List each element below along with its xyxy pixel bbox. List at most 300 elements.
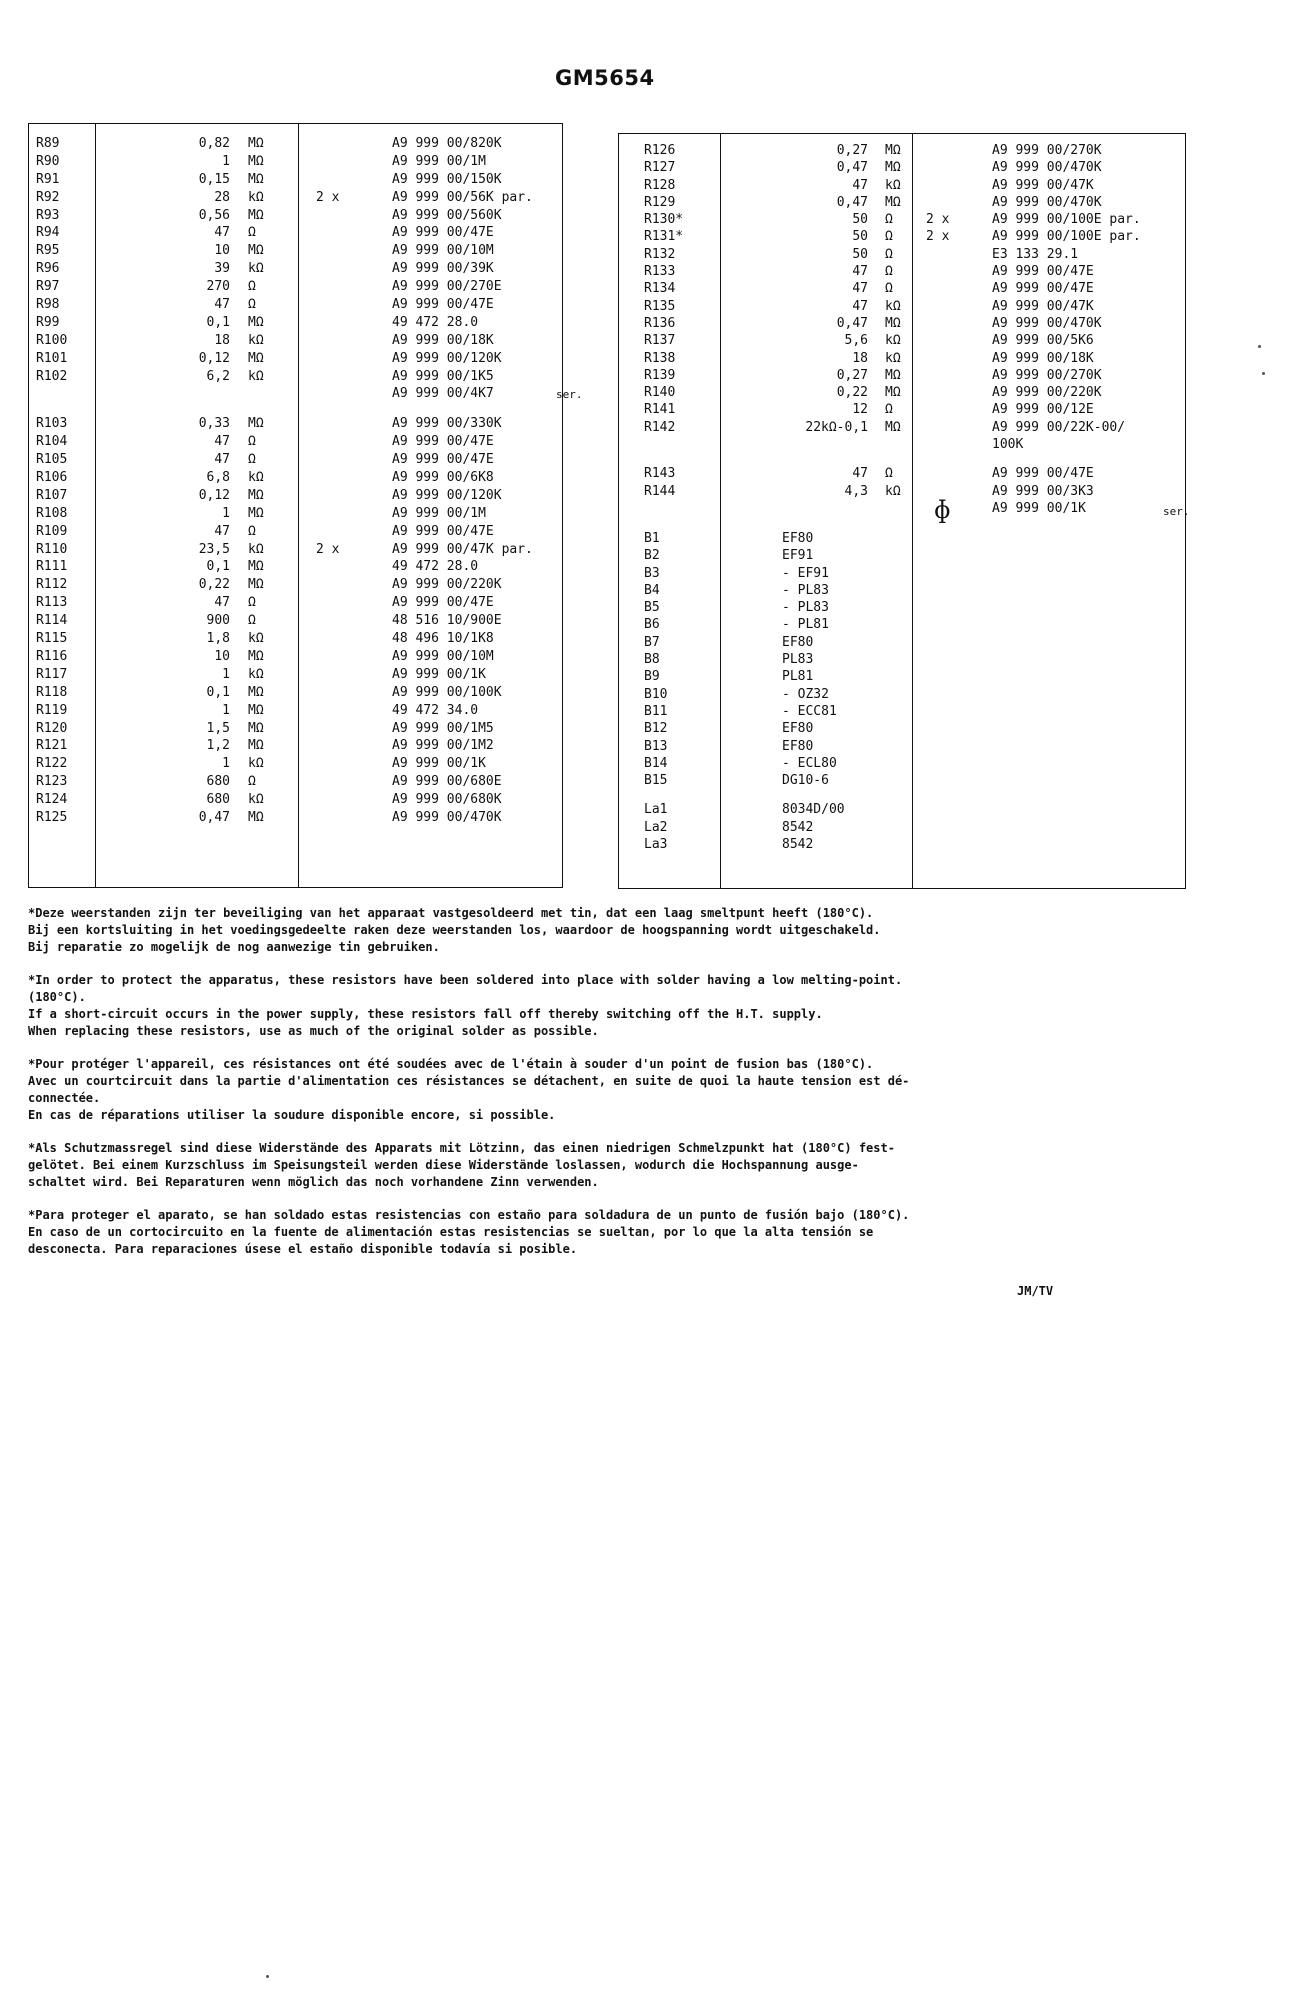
resistor-unit: Ω	[885, 281, 893, 297]
resistor-code: A9 999 00/47E	[992, 281, 1094, 297]
resistor-code: A9 999 00/10M	[392, 243, 494, 259]
resistor-multiplier	[926, 177, 949, 194]
resistor-unit: kΩ	[248, 189, 264, 205]
resistor-value: 0,22	[836, 385, 868, 401]
resistor-unit: Ω	[248, 279, 256, 295]
resistor-code: A9 999 00/6K8	[392, 470, 494, 486]
resistor-unit: Ω	[885, 246, 893, 262]
resistor-code: A9 999 00/1K5	[392, 368, 494, 384]
resistor-multiplier	[316, 720, 339, 738]
resistor-multiplier	[926, 350, 949, 367]
resistor-unit: Ω	[885, 229, 893, 245]
resistor-value: 22kΩ-0,1	[805, 419, 868, 435]
resistor-ref: R129	[644, 194, 676, 210]
resistor-code: A9 999 00/270K	[992, 367, 1102, 383]
resistor-ref: R137	[644, 333, 676, 349]
resistor-value: 900	[206, 613, 230, 629]
tube-type: - ECL80	[782, 755, 837, 771]
resistor-value: 50	[852, 246, 868, 262]
resistor-unit: Ω	[248, 225, 256, 241]
resistor-code: A9 999 00/18K	[992, 350, 1094, 366]
resistor-code: A9 999 00/680E	[392, 774, 502, 790]
tube-type-column	[782, 530, 845, 853]
tube-ref: La3	[644, 837, 668, 853]
resistor-value: 0,47	[198, 809, 230, 825]
resistor-unit: Ω	[885, 466, 893, 482]
resistor-ref: R117	[36, 666, 68, 682]
resistor-value: 47	[214, 225, 230, 241]
resistor-multiplier	[926, 159, 949, 176]
resistor-multiplier	[316, 207, 339, 225]
resistor-code: A9 999 00/470K	[992, 194, 1102, 210]
resistor-value: 47	[852, 466, 868, 482]
resistor-unit: MΩ	[248, 720, 264, 736]
tube-ref: B1	[644, 531, 660, 546]
resistor-multiplier	[316, 171, 339, 189]
resistor-multiplier	[926, 332, 949, 349]
resistor-value: 10	[214, 243, 230, 259]
tube-ref: B8	[644, 652, 660, 668]
resistor-unit: Ω	[248, 452, 256, 468]
tube-type: - EF91	[782, 565, 829, 581]
resistor-multiplier: 2 x	[316, 541, 340, 557]
resistor-code: A9 999 00/470K	[992, 315, 1102, 331]
resistor-unit: MΩ	[885, 143, 901, 158]
resistor-multiplier	[316, 332, 339, 350]
resistor-unit: MΩ	[885, 385, 901, 401]
resistor-value: 0,47	[836, 194, 868, 210]
resistor-ref: R121	[36, 738, 68, 754]
resistor-ref: R107	[36, 487, 68, 503]
tube-ref: B11	[644, 703, 668, 719]
resistor-code: A9 999 00/47K	[992, 298, 1094, 314]
resistor-code: 48 496 10/1K8	[392, 631, 494, 647]
resistor-value: 1	[222, 756, 230, 772]
note-line: (180°C).	[28, 990, 86, 1004]
resistor-ref: R144	[644, 483, 676, 499]
resistor-code: A9 999 00/47K par.	[392, 541, 533, 557]
resistor-unit: kΩ	[885, 350, 901, 366]
resistor-unit: MΩ	[248, 136, 264, 151]
resistor-unit: MΩ	[248, 487, 264, 503]
resistor-unit: kΩ	[248, 541, 264, 557]
series-note: ser.	[1163, 505, 1190, 518]
resistor-value: 680	[206, 774, 230, 790]
tube-type: EF80	[782, 738, 814, 754]
tube-ref: B2	[644, 548, 660, 564]
resistor-ref: R105	[36, 452, 68, 468]
left-unit-column	[248, 135, 264, 827]
resistor-multiplier	[316, 612, 339, 630]
resistor-value: 28	[214, 189, 230, 205]
resistor-code: A9 999 00/47E	[392, 452, 494, 468]
resistor-ref: R93	[36, 207, 60, 223]
resistor-unit: kΩ	[248, 666, 264, 682]
tube-ref-column	[644, 530, 667, 853]
resistor-multiplier: 2 x	[926, 229, 950, 245]
tube-ref: B13	[644, 738, 668, 754]
resistor-unit: Ω	[248, 613, 256, 629]
resistor-value: 47	[214, 452, 230, 468]
note-line: Bij een kortsluiting in het voedingsgedeelte raken deze weerstanden los, waardoor de hoogspanning wordt uitgeschakeld.	[28, 923, 881, 937]
resistor-ref: R96	[36, 261, 60, 277]
resistor-value: 0,12	[198, 487, 230, 503]
resistor-value: 4,3	[844, 483, 868, 499]
resistor-code: A9 999 00/12E	[992, 402, 1094, 418]
resistor-ref	[644, 500, 683, 517]
resistor-value: 1	[222, 505, 230, 521]
resistor-value: 47	[852, 281, 868, 297]
note-line: gelötet. Bei einem Kurzschluss im Speisungsteil werden diese Widerstände loslassen, wodurch die Hochspannung ausge-	[28, 1158, 859, 1172]
resistor-code: A9 999 00/100E par.	[992, 229, 1141, 245]
resistor-value: 0,12	[198, 350, 230, 366]
right-unit-column	[885, 142, 901, 517]
resistor-multiplier	[316, 278, 339, 296]
resistor-value: 0,47	[836, 315, 868, 331]
resistor-value: 18	[214, 332, 230, 348]
resistor-unit: MΩ	[248, 153, 264, 169]
resistor-value: 50	[852, 212, 868, 228]
resistor-multiplier	[316, 153, 339, 171]
left-table-divider	[298, 123, 299, 888]
resistor-code: 49 472 28.0	[392, 559, 479, 575]
resistor-multiplier	[316, 684, 339, 702]
resistor-value: 6,2	[206, 368, 230, 384]
resistor-unit: kΩ	[248, 368, 264, 384]
resistor-multiplier	[316, 314, 339, 332]
resistor-ref: R128	[644, 177, 676, 193]
resistor-code: A9 999 00/470K	[392, 809, 502, 825]
resistor-code: A9 999 00/39K	[392, 261, 494, 277]
resistor-code: 100K	[992, 437, 1024, 453]
resistor-multiplier	[316, 135, 339, 153]
resistor-unit	[248, 385, 264, 403]
resistor-ref: R143	[644, 466, 676, 482]
tube-type: 8542	[782, 837, 814, 853]
tube-type: 8542	[782, 819, 814, 835]
tube-ref: B5	[644, 600, 660, 616]
resistor-unit: MΩ	[248, 809, 264, 825]
scan-speck	[1258, 345, 1261, 348]
resistor-value: 18	[852, 350, 868, 366]
resistor-code: A9 999 00/680K	[392, 792, 502, 808]
resistor-ref: R101	[36, 350, 68, 366]
resistor-unit: kΩ	[248, 470, 264, 486]
resistor-multiplier	[926, 298, 949, 315]
resistor-unit: Ω	[885, 402, 893, 418]
resistor-ref: R103	[36, 416, 68, 432]
resistor-multiplier	[316, 791, 339, 809]
resistor-ref: R112	[36, 577, 68, 593]
resistor-unit: Ω	[248, 774, 256, 790]
resistor-value: 0,1	[206, 559, 230, 575]
resistor-multiplier	[316, 350, 339, 368]
resistor-ref: R111	[36, 559, 68, 575]
resistor-value: 47	[852, 264, 868, 280]
resistor-multiplier	[316, 385, 339, 403]
resistor-code: A9 999 00/47E	[392, 297, 494, 313]
resistor-code: A9 999 00/5K6	[992, 333, 1094, 349]
resistor-ref: R99	[36, 314, 60, 330]
resistor-ref: R100	[36, 332, 68, 348]
resistor-code: A9 999 00/270K	[992, 143, 1102, 158]
resistor-value: 23,5	[198, 541, 230, 557]
tube-type: - OZ32	[782, 686, 829, 702]
resistor-multiplier	[316, 755, 339, 773]
resistor-multiplier	[316, 469, 339, 487]
resistor-ref: R131*	[644, 229, 684, 245]
resistor-unit: MΩ	[248, 207, 264, 223]
resistor-code: A9 999 00/560K	[392, 207, 502, 223]
resistor-code: A9 999 00/1M	[392, 505, 486, 521]
resistor-unit: MΩ	[248, 684, 264, 700]
resistor-code: E3 133 29.1	[992, 246, 1079, 262]
resistor-code: A9 999 00/47E	[992, 466, 1094, 482]
resistor-ref	[36, 385, 67, 403]
resistor-multiplier	[316, 296, 339, 314]
resistor-ref: R91	[36, 171, 60, 187]
resistor-code: A9 999 00/100E par.	[992, 212, 1141, 228]
resistor-multiplier	[316, 224, 339, 242]
tube-ref: B7	[644, 634, 660, 650]
resistor-ref: R109	[36, 523, 68, 539]
resistor-value: 50	[852, 229, 868, 245]
resistor-ref: R135	[644, 298, 676, 314]
resistor-ref: R108	[36, 505, 68, 521]
resistor-ref: R122	[36, 756, 68, 772]
resistor-multiplier	[316, 260, 339, 278]
note-line: En caso de un cortocircuito en la fuente de alimentación estas resistencias se sueltan, por lo que la alta tensión se	[28, 1225, 874, 1239]
note-paragraph	[28, 1056, 1208, 1124]
resistor-code: A9 999 00/220K	[392, 577, 502, 593]
tube-type: 8034D/00	[782, 802, 845, 818]
resistor-value	[780, 500, 868, 517]
right-table-divider	[720, 133, 721, 889]
resistor-unit	[885, 436, 901, 453]
resistor-code: A9 999 00/820K	[392, 136, 502, 151]
resistor-multiplier	[926, 465, 949, 482]
resistor-ref: R120	[36, 720, 68, 736]
right-value-column	[780, 142, 868, 517]
resistor-ref: R113	[36, 595, 68, 611]
left-ref-column	[36, 135, 67, 827]
tube-type: PL81	[782, 669, 814, 685]
tube-ref: B6	[644, 617, 660, 633]
resistor-ref: R102	[36, 368, 68, 384]
left-mult-column	[316, 135, 339, 827]
resistor-multiplier	[316, 737, 339, 755]
resistor-unit: Ω	[248, 297, 256, 313]
note-line: Avec un courtcircuit dans la partie d'alimentation ces résistances se détachent, en suite de quoi la haute tension est dé-	[28, 1074, 910, 1088]
resistor-ref: R141	[644, 402, 676, 418]
tube-ref: B9	[644, 669, 660, 685]
resistor-code: 48 516 10/900E	[392, 613, 502, 629]
resistor-ref: R126	[644, 143, 676, 158]
resistor-multiplier	[316, 594, 339, 612]
left-value-column	[180, 135, 230, 827]
resistor-value: 0,47	[836, 160, 868, 176]
note-paragraph	[28, 1140, 1208, 1191]
tube-type: - PL83	[782, 600, 829, 616]
resistor-unit: kΩ	[248, 756, 264, 772]
resistor-value: 5,6	[844, 333, 868, 349]
resistor-value: 0,82	[198, 136, 230, 151]
resistor-multiplier	[316, 487, 339, 505]
resistor-ref: R98	[36, 297, 60, 313]
tube-ref: B12	[644, 721, 668, 737]
resistor-code: A9 999 00/1K	[392, 666, 486, 682]
resistor-value: 10	[214, 648, 230, 664]
resistor-multiplier	[316, 451, 339, 469]
tube-ref: B14	[644, 755, 668, 771]
resistor-value: 0,33	[198, 416, 230, 432]
signature: JM/TV	[1017, 1284, 1054, 1298]
note-paragraph	[28, 905, 1208, 956]
resistor-ref: R139	[644, 367, 676, 383]
note-line: Bij reparatie zo mogelijk de nog aanwezige tin gebruiken.	[28, 940, 440, 954]
resistor-multiplier	[926, 142, 949, 159]
resistor-value: 1,5	[206, 720, 230, 736]
resistor-value: 1	[222, 702, 230, 718]
resistor-code: 49 472 34.0	[392, 702, 479, 718]
resistor-value: 47	[214, 595, 230, 611]
resistor-ref: R133	[644, 264, 676, 280]
resistor-value: 47	[852, 177, 868, 193]
resistor-value: 39	[214, 261, 230, 277]
resistor-multiplier	[926, 194, 949, 211]
resistor-multiplier	[926, 436, 949, 453]
tube-type: - ECC81	[782, 703, 837, 719]
resistor-unit: MΩ	[248, 243, 264, 259]
series-note: ser.	[556, 388, 583, 401]
resistor-ref: R90	[36, 153, 60, 169]
resistor-ref: R134	[644, 281, 676, 297]
resistor-multiplier	[316, 809, 339, 827]
resistor-unit: Ω	[248, 523, 256, 539]
resistor-multiplier	[316, 576, 339, 594]
resistor-multiplier	[316, 368, 339, 386]
note-line: desconecta. Para reparaciones úsese el estaño disponible todavía si posible.	[28, 1242, 578, 1256]
resistor-code: A9 999 00/1M2	[392, 738, 494, 754]
resistor-ref: R116	[36, 648, 68, 664]
note-line: When replacing these resistors, use as much of the original solder as possible.	[28, 1024, 599, 1038]
resistor-code: A9 999 00/220K	[992, 385, 1102, 401]
note-line: *Para proteger el aparato, se han soldado estas resistencias con estaño para soldadura de un punto de fusión bajo (180°C).	[28, 1208, 910, 1222]
resistor-unit: MΩ	[885, 194, 901, 210]
resistor-code: A9 999 00/56K par.	[392, 189, 533, 205]
resistor-multiplier	[316, 523, 339, 541]
resistor-unit: kΩ	[885, 333, 901, 349]
tube-ref: B3	[644, 565, 660, 581]
resistor-value: 0,1	[206, 684, 230, 700]
tube-type: DG10-6	[782, 773, 829, 789]
handwritten-mark: ɸ	[934, 496, 951, 524]
resistor-unit: kΩ	[248, 792, 264, 808]
resistor-multiplier: 2 x	[926, 212, 950, 228]
tube-type: EF91	[782, 548, 814, 564]
tube-ref: B4	[644, 582, 660, 598]
left-table-divider	[95, 123, 96, 888]
note-line: *Als Schutzmassregel sind diese Widerstände des Apparats mit Lötzinn, das einen niedrigen Schmelzpunkt hat (180°C) fest-	[28, 1141, 895, 1155]
resistor-unit: MΩ	[248, 559, 264, 575]
resistor-code: A9 999 00/120K	[392, 350, 502, 366]
resistor-unit: MΩ	[248, 416, 264, 432]
scan-speck	[266, 1975, 269, 1978]
resistor-value: 1	[222, 666, 230, 682]
note-paragraph	[28, 1207, 1208, 1258]
resistor-value: 47	[214, 297, 230, 313]
resistor-value: 1,2	[206, 738, 230, 754]
resistor-multiplier	[316, 433, 339, 451]
resistor-multiplier	[316, 630, 339, 648]
resistor-code: 49 472 28.0	[392, 314, 479, 330]
resistor-code: A9 999 00/47E	[392, 523, 494, 539]
resistor-unit: Ω	[885, 212, 893, 228]
resistor-value: 12	[852, 402, 868, 418]
resistor-multiplier	[926, 315, 949, 332]
resistor-value: 0,27	[836, 367, 868, 383]
resistor-code: A9 999 00/1M	[392, 153, 486, 169]
resistor-value: 47	[214, 434, 230, 450]
note-line: *Pour protéger l'appareil, ces résistances ont été soudées avec de l'étain à souder d'un point de fusion bas (180°C).	[28, 1057, 874, 1071]
resistor-unit: MΩ	[885, 419, 901, 435]
note-line: En cas de réparations utiliser la soudure disponible encore, si possible.	[28, 1108, 556, 1122]
resistor-unit: MΩ	[885, 315, 901, 331]
resistor-multiplier	[316, 666, 339, 684]
resistor-value	[180, 385, 230, 403]
resistor-value: 6,8	[206, 470, 230, 486]
resistor-unit: kΩ	[885, 483, 901, 499]
resistor-unit: MΩ	[248, 648, 264, 664]
resistor-code: A9 999 00/100K	[392, 684, 502, 700]
note-line: *Deze weerstanden zijn ter beveiliging van het apparaat vastgesoldeerd met tin, dat een laag smeltpunt heeft (180°C).	[28, 906, 874, 920]
resistor-value: 0,15	[198, 171, 230, 187]
resistor-ref: R138	[644, 350, 676, 366]
resistor-code: A9 999 00/330K	[392, 416, 502, 432]
resistor-code: A9 999 00/4K7	[392, 386, 494, 402]
right-code-column	[992, 142, 1141, 517]
tube-ref: B10	[644, 686, 668, 702]
tube-type: PL83	[782, 652, 814, 668]
resistor-ref: R130*	[644, 212, 684, 228]
resistor-multiplier	[316, 415, 339, 433]
resistor-ref: R125	[36, 809, 68, 825]
resistor-multiplier	[926, 401, 949, 418]
resistor-value: 47	[214, 523, 230, 539]
resistor-code: A9 999 00/120K	[392, 487, 502, 503]
resistor-ref: R95	[36, 243, 60, 259]
resistor-value: 680	[206, 792, 230, 808]
resistor-value: 0,1	[206, 314, 230, 330]
resistor-unit	[885, 500, 901, 517]
resistor-unit: MΩ	[248, 171, 264, 187]
resistor-ref: R115	[36, 631, 68, 647]
resistor-ref: R140	[644, 385, 676, 401]
tube-type: - PL83	[782, 582, 829, 598]
resistor-multiplier	[316, 505, 339, 523]
resistor-code: A9 999 00/150K	[392, 171, 502, 187]
resistor-code: A9 999 00/47E	[392, 225, 494, 241]
resistor-value: 270	[206, 279, 230, 295]
resistor-unit: kΩ	[885, 298, 901, 314]
resistor-unit: kΩ	[248, 261, 264, 277]
resistor-unit: Ω	[248, 595, 256, 611]
tube-type: - PL81	[782, 617, 829, 633]
note-line: *In order to protect the apparatus, these resistors have been soldered into place with solder having a low melting-point.	[28, 973, 903, 987]
resistor-ref	[644, 436, 683, 453]
resistor-ref: R132	[644, 246, 676, 262]
resistor-code: A9 999 00/10M	[392, 648, 494, 664]
